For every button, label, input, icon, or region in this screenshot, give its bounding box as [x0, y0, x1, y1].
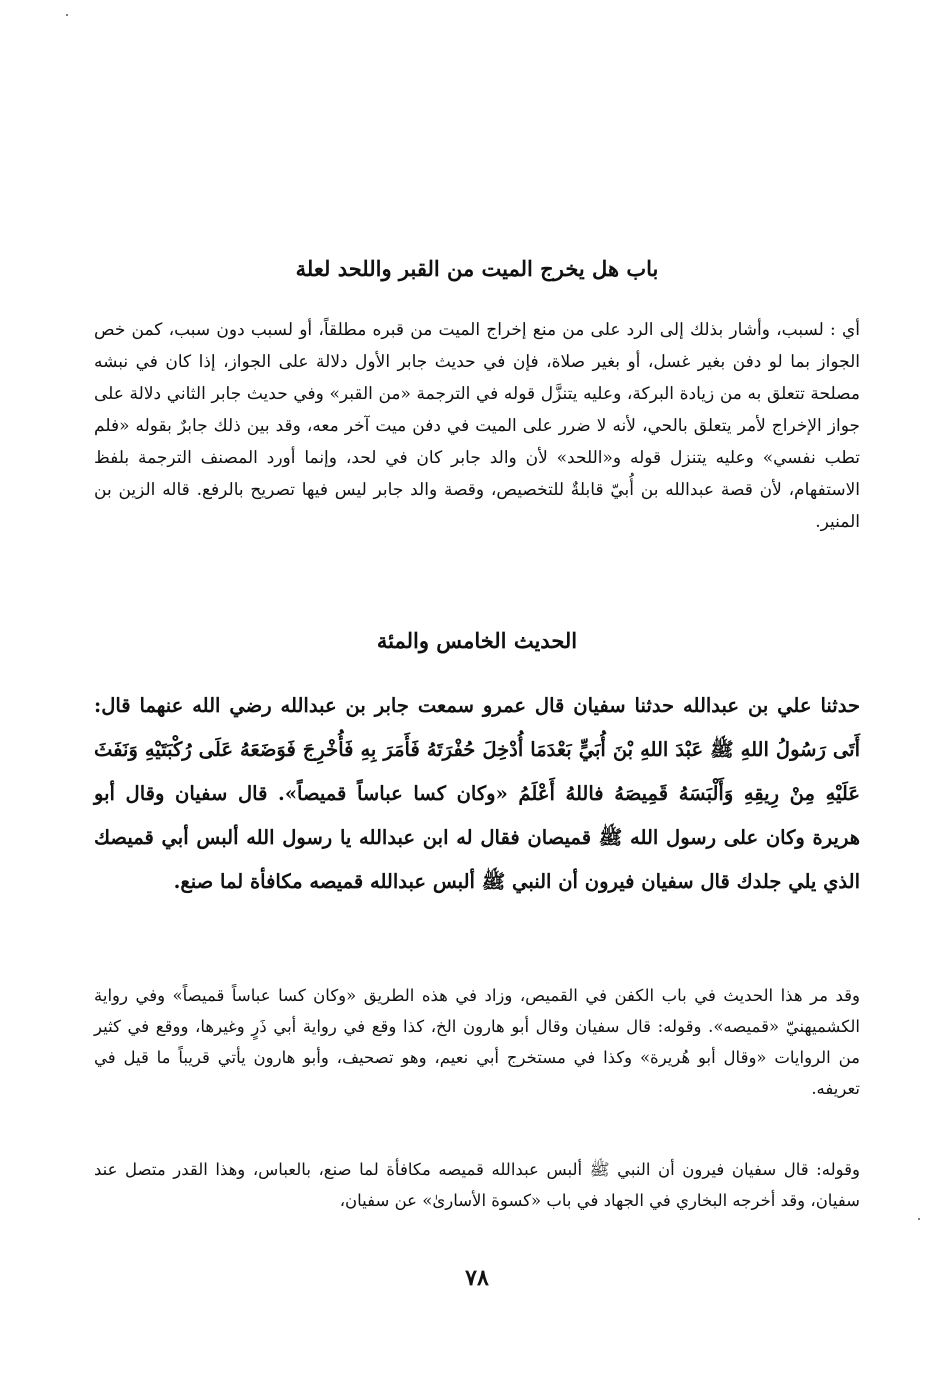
commentary-paragraph-3: وقوله: قال سفيان فيرون أن النبي ﷺ ألبس عبدالله قميصه مكافأة لما صنع، بالعباس، وهذا القدر متصل عند سفيان، وقد أخرجه البخاري في الجهاد في باب «كسوة الأسارىٰ» عن سفيان،	[94, 1160, 860, 1210]
scan-speck	[918, 1218, 920, 1220]
commentary-paragraph-1: أي : لسبب، وأشار بذلك إلى الرد على من منع إخراج الميت من قبره مطلقاً، أو لسبب دون سبب، كمن خص الجواز بما لو دفن بغير غسل، أو بغير صلاة، فإن في حديث جابر الأول دلالة على الجواز، إذا كان في نبشه مصلحة تتعلق به من زيادة البركة، وعليه يتنزَّل قوله في الترجمة «من القبر» وفي حديث جابر الثاني دلالة على جواز الإخراج لأمر يتعلق بالحي، لأنه لا ضرر على الميت في دفن ميت آخر معه، وقد بين ذلك جابرٌ بقوله «فلم تطب نفسي» وعليه يتنزل قوله و«اللحد» لأن والد جابر كان في لحد، وإنما أورد المصنف الترجمة بلفظ الاستفهام، لأن قصة عبدالله بن أُبيّ قابلةٌ للتخصيص، وقصة والد جابر ليس فيها تصريح بالرفع. قاله الزين بن المنير.	[94, 320, 860, 532]
commentary-paragraph-2: وقد مر هذا الحديث في باب الكفن في القميص، وزاد في هذه الطريق «وكان كسا عباساً قميصاً» وفي رواية الكشميهنيّ «قميصه». وقوله: قال سفيان وقال أبو هارون الخ، كذا وقع في رواية أبي ذَرٍ وغيرها، ووقع في كثير من الروايات «وقال أبو هُريرة» وكذا في مستخرج أبي نعيم، وهو تصحيف، وأبو هارون يأتي قريباً ما قيل في تعريفه.	[94, 986, 860, 1098]
page-number: ٧٨	[465, 1265, 489, 1291]
scan-speck	[66, 14, 68, 16]
hadith-text: حدثنا علي بن عبدالله حدثنا سفيان قال عمرو سمعت جابر بن عبدالله رضي الله عنهما قال: أَتَى رَسُولُ اللهِ ﷺ عَبْدَ اللهِ بْنَ أُبَيٍّ بَعْدَمَا أُدْخِلَ حُفْرَتَهُ فَأَمَرَ بِهِ فَأُخْرِجَ فَوَضَعَهُ عَلَى رُكْبَتَيْهِ وَنَفَثَ عَلَيْهِ مِنْ رِيقِهِ وَأَلْبَسَهُ قَمِيصَهُ فاللهُ أَعْلَمُ «وكان كسا عباساً قميصاً». قال سفيان وقال أبو هريرة وكان على رسول الله ﷺ قميصان فقال له ابن عبدالله يا رسول الله ألبس أبي قميصك الذي يلي جلدك قال سفيان فيرون أن النبي ﷺ ألبس عبدالله قميصه مكافأة لما صنع.	[94, 694, 860, 893]
hadith-heading: الحديث الخامس والمئة	[376, 628, 578, 653]
book-page	[94, 0, 860, 1373]
chapter-heading: باب هل يخرج الميت من القبر واللحد لعلة	[295, 256, 659, 281]
